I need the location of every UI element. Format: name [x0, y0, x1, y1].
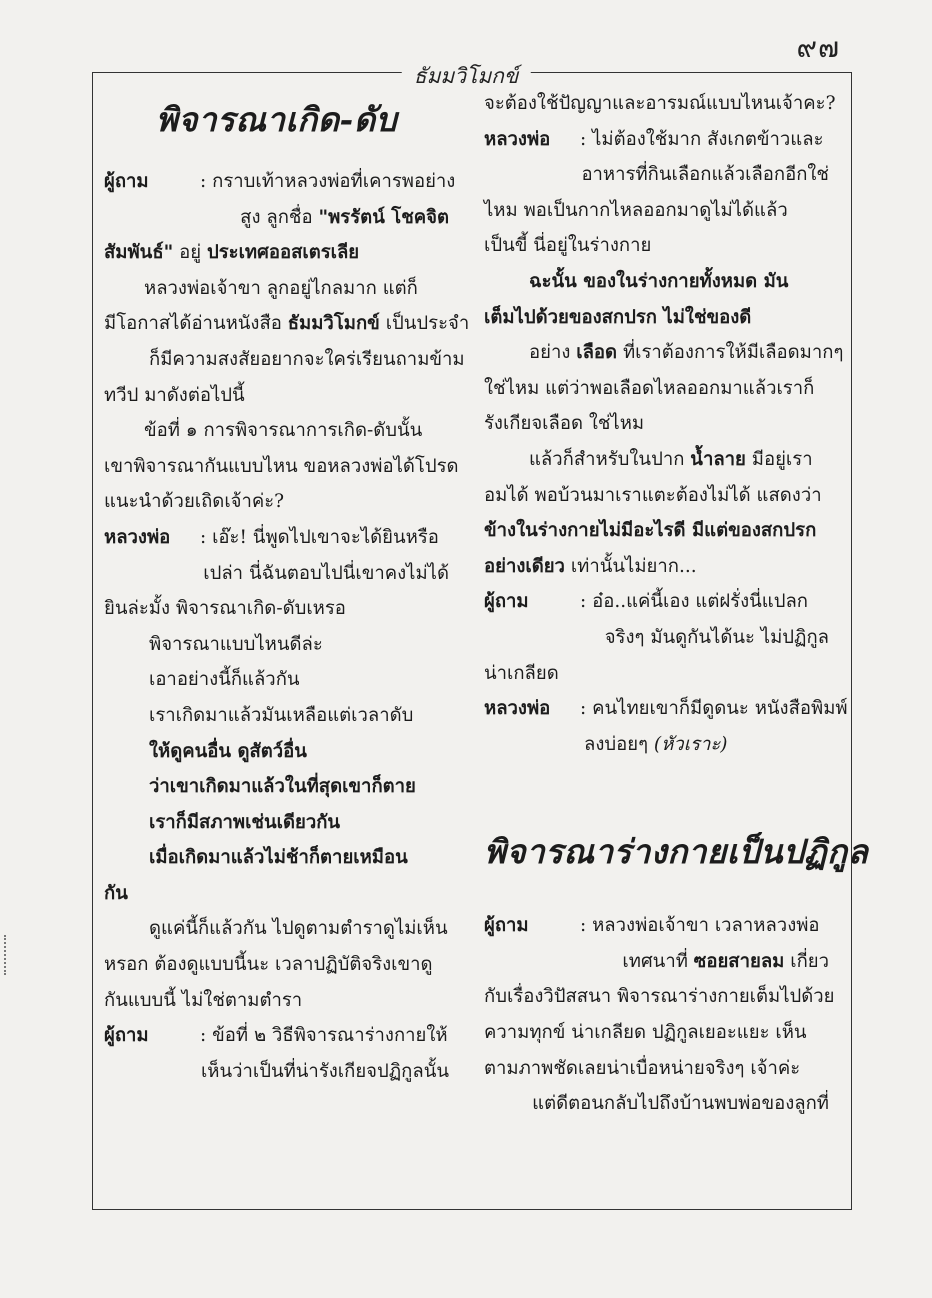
answer-2-line-4: เป็นขี้ นี่อยู่ในร่างกาย	[484, 235, 652, 257]
question-2-line-2: เห็นว่าเป็นที่น่ารังเกียจปฏิกูลนั้น	[200, 1060, 449, 1082]
answer-1-bold-1: ให้ดูคนอื่น ดูสัตว์อื่น	[149, 740, 307, 762]
question-4-line-2: เทศนาที่ ซอยสายลม เกี่ยว	[622, 950, 829, 972]
answer-1-line-2: เปล่า นี่ฉันตอบไปนี่เขาคงไม่ได้	[203, 562, 449, 584]
answer-2-line-3: ไหม พอเป็นกากไหลออกมาดูไม่ได้แล้ว	[484, 199, 788, 221]
section-heading-birth-death: พิจารณาเกิด-ดับ	[155, 100, 398, 139]
question-1-line-2: สูง ลูกชื่อ "พรรัตน์ โชคจิต	[240, 206, 449, 228]
speaker-label: ผู้ถาม	[104, 1025, 149, 1047]
answer-1-bold-5: กัน	[104, 882, 128, 904]
paragraph-1-line-3: ก็มีความสงสัยอยากจะใคร่เรียนถามข้าม	[149, 348, 465, 370]
answer-1-bold-4: เมื่อเกิดมาแล้วไม่ช้าก็ตายเหมือน	[149, 847, 408, 869]
answer-1-bold-2: ว่าเขาเกิดมาแล้วในที่สุดเขาก็ตาย	[149, 776, 416, 798]
section-heading-body-repulsive: พิจารณาร่างกายเป็นปฏิกูล	[484, 832, 869, 872]
question-2-line-1: ผู้ถาม : ข้อที่ ๒ วิธีพิจารณาร่างกายให้	[104, 1018, 449, 1054]
question-1-line-3: สัมพันธ์" อยู่ ประเทศออสเตรเลีย	[104, 242, 360, 264]
paragraph-2-line-2: เขาพิจารณากันแบบไหน ขอหลวงพ่อได้โปรด	[104, 455, 459, 477]
question-4-line-3: กับเรื่องวิปัสสนา พิจารณาร่างกายเต็มไปด้วย	[484, 986, 835, 1008]
speaker-label: ผู้ถาม	[484, 915, 529, 937]
left-column	[104, 86, 470, 1089]
answer-1-line-1: หลวงพ่อ : เอ๊ะ! นี่พูดไปเขาจะได้ยินหรือ	[104, 520, 449, 556]
speaker-label: หลวงพ่อ	[484, 698, 551, 720]
paragraph-3-line-3: กันแบบนี้ ไม่ใช่ตามตำรา	[104, 989, 303, 1011]
question-1-line-1: ผู้ถาม : กราบเท้าหลวงพ่อที่เคารพอย่าง	[104, 164, 449, 200]
right-line-11: แล้วก็สำหรับในปาก น้ำลาย มีอยู่เรา	[529, 448, 813, 470]
answer-3-line-1: หลวงพ่อ : คนไทยเขาก็มีดูดนะ หนังสือพิมพ์	[484, 691, 829, 727]
speaker-label: หลวงพ่อ	[104, 526, 171, 548]
paragraph-1-line-4: ทวีป มาดังต่อไปนี้	[104, 384, 245, 406]
question-3-line-2: จริงๆ มันดูกันได้นะ ไม่ปฏิกูล	[604, 626, 829, 648]
right-line-12: อมได้ พอบ้วนมาเราแตะต้องไม่ได้ แสดงว่า	[484, 484, 822, 506]
answer-1-line-3: ยินล่ะมั้ง พิจารณาเกิด-ดับเหรอ	[104, 598, 346, 620]
speaker-label: ผู้ถาม	[104, 171, 149, 192]
right-line-8: อย่าง เลือด ที่เราต้องการให้มีเลือดมากๆ	[529, 342, 844, 364]
paragraph-1-line-2: มีโอกาสได้อ่านหนังสือ ธัมมวิโมกข์ เป็นประจำ	[104, 313, 470, 335]
right-line-14: อย่างเดียว เท่านั้นไม่ยาก...	[484, 555, 697, 577]
question-4-line-4: ความทุกข์ น่าเกลียด ปฏิกูลเยอะแยะ เห็น	[484, 1022, 807, 1044]
right-line-9: ใช่ไหม แต่ว่าพอเลือดไหลออกมาแล้วเราก็	[484, 377, 815, 399]
right-bold-1: ฉะนั้น ของในร่างกายทั้งหมด มัน	[529, 270, 789, 292]
answer-3-line-2: ลงบ่อยๆ (หัวเราะ)	[584, 733, 728, 755]
answer-1-bold-3: เราก็มีสภาพเช่นเดียวกัน	[149, 811, 341, 833]
paragraph-3-line-1: ดูแค่นี้ก็แล้วกัน ไปดูตามตำราดูไม่เห็น	[149, 918, 448, 940]
question-4-line-1: ผู้ถาม : หลวงพ่อเจ้าขา เวลาหลวงพ่อ	[484, 908, 829, 944]
answer-1-line-5: เอาอย่างนี้ก็แล้วกัน	[149, 669, 300, 691]
paragraph-1-line-1: หลวงพ่อเจ้าขา ลูกอยู่ไกลมาก แต่ก็	[144, 277, 418, 299]
paragraph-2-line-3: แนะนำด้วยเถิดเจ้าค่ะ?	[104, 491, 285, 513]
question-4-line-5: ตามภาพชัดเลยน่าเบื่อหน่ายจริงๆ เจ้าค่ะ	[484, 1057, 801, 1079]
right-line-1: จะต้องใช้ปัญญาและอารมณ์แบบไหนเจ้าคะ?	[484, 93, 836, 114]
right-line-10: รังเกียจเลือด ใช่ไหม	[484, 413, 645, 435]
speaker-label: ผู้ถาม	[484, 591, 529, 613]
question-4-line-6: แต่ดีตอนกลับไปถึงบ้านพบพ่อของลูกที่	[532, 1093, 829, 1115]
right-bold-2: เต็มไปด้วยของสกปรก ไม่ใช่ของดี	[484, 306, 752, 328]
right-bold-3: ข้างในร่างกายไม่มีอะไรดี มีแต่ของสกปรก	[484, 520, 817, 542]
speaker-label: หลวงพ่อ	[484, 128, 551, 150]
running-header: ธัมมวิโมกข์	[402, 60, 531, 93]
question-3-line-3: น่าเกลียด	[484, 662, 559, 684]
answer-2-line-1: หลวงพ่อ : ไม่ต้องใช้มาก สังเกตข้าวและ	[484, 122, 829, 158]
paragraph-3-line-2: หรอก ต้องดูแบบนี้นะ เวลาปฏิบัติจริงเขาดู	[104, 954, 433, 976]
right-column	[484, 86, 869, 1122]
page-number: ๙๗	[796, 31, 840, 64]
question-3-line-1: ผู้ถาม : อ๋อ..แค่นี้เอง แต่ฝรั่งนี่แปลก	[484, 584, 829, 620]
answer-1-line-6: เราเกิดมาแล้วมันเหลือแต่เวลาดับ	[149, 704, 414, 726]
paragraph-2-line-1: ข้อที่ ๑ การพิจารณาการเกิด-ดับนั้น	[144, 420, 423, 442]
margin-mark	[4, 935, 10, 975]
answer-1-line-4: พิจารณาแบบไหนดีล่ะ	[149, 633, 323, 655]
answer-2-line-2: อาหารที่กินเลือกแล้วเลือกอีกใช่	[581, 164, 829, 186]
